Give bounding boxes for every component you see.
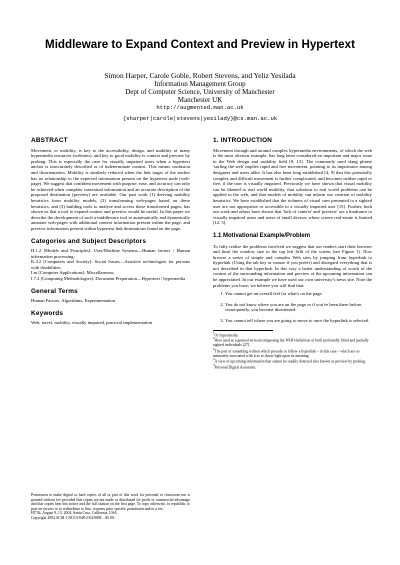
list-item: 1. You cannot get an overall feel for what's on the page.: [225, 291, 372, 297]
left-column: [31, 138, 190, 326]
general-terms-heading: General Terms: [31, 287, 78, 295]
intro-text: Movement through and around complex hypermedia environments, of which the web is the most obvious example, has long been considered an important and major issue in the Web design and usability field [8, 13]. The commonly used slang phrase 'surfing the web' implies rapid and free movement, pointing to its importance among designers and users alike. It has also been long established [4, 9] that this potentially complex and difficult movement is further complicated, and becomes neither rapid or free, if the user is visually impaired. Previously we have shown that visual mobility can be likened to real world mobility, that solutions to real world problems can be applied to the web, and that models of mobility can inform our creation of mobility heuristics. We have established that the richness of visual cues presented to a sighted user are not appropriate or accessible to a visually impaired user [15]. Further, both our work and others have shown that 'lack of context' and 'preview' are a hindrance to visually impaired users and users of small devices where screen real-estate is limited [12, 5].: [213, 147, 372, 226]
problem-list: [213, 291, 372, 323]
category-item: I.7.2 [Computing Methodologies]: Document Preparation—Hypertext / hypermedia: [31, 276, 186, 282]
footnote: $^4$A view of upcoming information that cannot be readily detected also known as preview by probing.: [213, 357, 366, 364]
intro-heading: 1. INTRODUCTION: [213, 137, 273, 144]
category-item: K.4.2 [Computers and Society]: Social Issues—Assistive technologies for persons with disabilities;: [31, 259, 190, 270]
author-block: [0, 72, 400, 123]
list-item: 3. You cannot tell where you are going to move to once the hyperlink is selected.: [225, 318, 372, 324]
paper-title: Middleware to Expand Context and Preview in Hypertext: [45, 38, 355, 51]
author-emails: {sharper|carole|stevens|yesilady}@cs.man.ac.uk: [122, 115, 278, 122]
list-item: 2. You do not know where you are on the page or if you've been there before, consequently, you become disoriented.: [225, 302, 372, 313]
footnote: $^2$Here used as a general term encompassing the WHO definition of both profoundly blind and partially sighted individuals [27].: [213, 336, 369, 348]
keywords-heading: Keywords: [31, 309, 64, 317]
copyright-line: Copyright 2004 ACM 1-58113-848-2/04/0008 ...$5.00.: [31, 515, 115, 520]
affiliation-dept: Dept of Computer Science, University of Manchester: [125, 88, 275, 96]
footnote-divider: [213, 330, 273, 331]
author-names: Simon Harper, Carole Goble, Robert Stevens, and Yeliz Yesilada: [104, 71, 296, 80]
general-terms-text: Human Factors, Algorithms, Experimentation: [31, 298, 116, 304]
permission-text: Permission to make digital or hard copies of all or part of this work for personal or classroom use is granted without fee provided that copies are not made or distributed for profit or commercial advantage and that copies bear this notice and the full citation on the first page. To copy otherwise, to republish, to post on servers or to redistribute to lists, requires prior specific permission and/or a fee.: [31, 493, 190, 511]
footnote: $^5$Personal Digital Assistants.: [213, 363, 257, 370]
category-item: H.1.2 [Models and Principles]: User/Machine Systems—Human factors / Human information processing;: [31, 248, 190, 259]
abstract-text: Movement, or mobility, is key to the accessibility, design, and usability of many hypermedia resources (websites), and key to good mobility is context and preview by probing. This is especially the case for visually impaired users when a hypertext anchor is inaccurately described or of indeterminate context. This means confusion and disorientation. Mobility is similarly reduced when the link target of the anchor has no relationship to the expected information present on the hypertext node (web-page). We suggest that confident movement with purpose, ease, and accuracy can only be achieved when complete contextual information and an accurate description of the proposed destination (preview) are available. Our past work (1) deriving mobility heuristics from mobility models, (2) transforming web-pages based on these heuristics, and (3) building tools to analyse and access these transformed pages; has shown us that a tool to expand context and preview would be useful. In this paper we describe the development of such a middleware tool to automatically and dynamically annotate web-pages with additional context information present within the page, and preview information present within hypertext link destinations found on the page.: [31, 147, 190, 231]
motivation-heading: 1.1 Motivational Example/Problem: [213, 232, 311, 239]
affiliation-city: Manchester UK: [177, 96, 223, 104]
footnote: $^3$The part of something written which precede or follow a hyperlink – in this case – which are so intimately associated with it as to throw light upon its meaning.: [213, 346, 360, 358]
right-column: [213, 138, 372, 371]
permission-block: [31, 493, 190, 521]
motivation-text: To fully realise the problems involved we suggest that our readers start their browser and limit the window size to the top left fifth of the screen (see Figure 1). Now browse a series of simple and complex Web sites by jumping from hyperlink to hyperlink (Using the tab key or mouse if you prefer) and disregard everything that is not described in that hyperlink. In this way a better understanding of worth of the context of the surrounding information and preview of the upcoming information can be appreciated. In our example we have used our own university's news site. Note the problems you have; we believe you will find that:: [213, 243, 372, 288]
abstract-heading: ABSTRACT: [31, 137, 68, 144]
keywords-text: Web, travel, mobility, visually impaired, practical implementation: [31, 320, 153, 326]
author-url[interactable]: http://augmented.man.ac.uk: [156, 104, 244, 111]
categories-heading: Categories and Subject Descriptors: [31, 237, 147, 245]
category-item: I.m [Computer Applications]: Miscellaneous;: [31, 270, 115, 276]
conference-line: HT'04, August 9–13, 2004, Santa Cruz, California, USA.: [31, 511, 118, 516]
footnote: $^1$Or hypermedia.: [213, 330, 239, 337]
affiliation-group: Information Management Group: [154, 80, 246, 88]
